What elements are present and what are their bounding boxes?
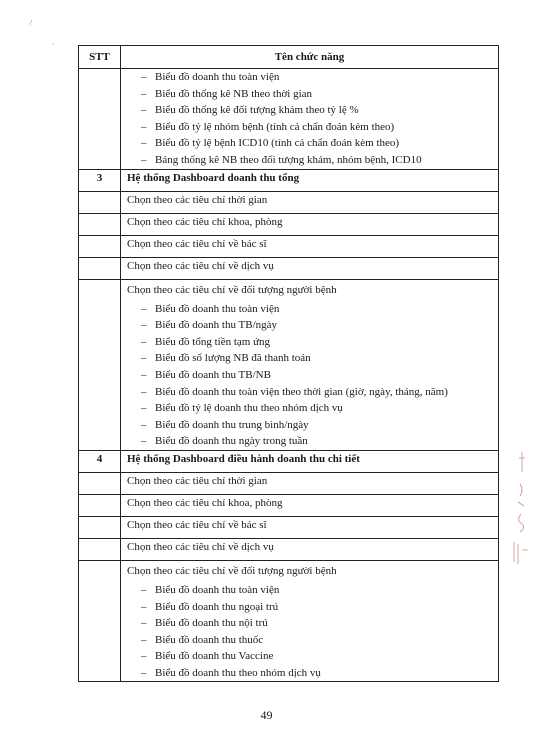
list-item: – Biểu đồ doanh thu nội trú <box>141 615 492 632</box>
list-item: – Biểu đồ doanh thu thuốc <box>141 632 492 649</box>
list-item: – Biểu đồ thống kê đối tượng khám theo tỷ lệ % <box>141 102 492 119</box>
margin-handwriting <box>510 450 532 570</box>
criteria-row <box>79 235 499 257</box>
list-item: – Biểu đồ doanh thu toàn viện theo thời gian (giờ, ngày, tháng, năm) <box>141 384 492 401</box>
section-number: 3 <box>79 169 121 191</box>
criteria-row <box>79 494 499 516</box>
criteria-row <box>79 538 499 560</box>
section-number: 4 <box>79 450 121 472</box>
table-header-row <box>79 46 499 69</box>
criteria-text: Chọn theo các tiêu chí về bác sĩ <box>121 516 499 538</box>
list-item: – Biểu đồ doanh thu theo nhóm dịch vụ <box>141 665 492 682</box>
criteria-row <box>79 472 499 494</box>
header-stt: STT <box>79 46 121 69</box>
list-item: – Biểu đồ doanh thu toàn viện <box>141 582 492 599</box>
list-item: – Biểu đồ tỷ lệ doanh thu theo nhóm dịch vụ <box>141 400 492 417</box>
criteria-with-items-row <box>79 279 499 450</box>
section-item-list <box>127 582 492 682</box>
function-table <box>78 45 499 682</box>
criteria-text: Chọn theo các tiêu chí thời gian <box>121 472 499 494</box>
criteria-text: Chọn theo các tiêu chí về dịch vụ <box>121 257 499 279</box>
section-title: Hệ thống Dashboard điều hành doanh thu chi tiết <box>121 450 499 472</box>
section-title-row <box>79 169 499 191</box>
criteria-text: Chọn theo các tiêu chí khoa, phòng <box>121 213 499 235</box>
section-title-row <box>79 450 499 472</box>
list-item: – Biểu đồ doanh thu trung bình/ngày <box>141 417 492 434</box>
page-number: 49 <box>260 708 273 722</box>
list-item: – Bảng thống kê NB theo đối tượng khám, nhóm bệnh, ICD10 <box>141 152 492 169</box>
criteria-text: Chọn theo các tiêu chí về đối tượng người bệnh <box>127 283 337 296</box>
criteria-text: Chọn theo các tiêu chí về đối tượng người bệnh <box>127 564 337 577</box>
stt-cell-empty <box>79 69 121 170</box>
criteria-row <box>79 213 499 235</box>
list-item: – Biểu đồ doanh thu ngoại trú <box>141 599 492 616</box>
criteria-text: Chọn theo các tiêu chí thời gian <box>121 191 499 213</box>
section-title: Hệ thống Dashboard doanh thu tổng <box>121 169 499 191</box>
list-item: – Biểu đồ doanh thu TB/ngày <box>141 317 492 334</box>
list-item: – Biểu đồ doanh thu toàn viện <box>141 301 492 318</box>
criteria-text: Chọn theo các tiêu chí về bác sĩ <box>121 235 499 257</box>
list-item: – Biểu đồ số lượng NB đã thanh toán <box>141 350 492 367</box>
list-item: – Biểu đồ doanh thu Vaccine <box>141 648 492 665</box>
list-item: – Biểu đồ tỷ lệ nhóm bệnh (tính cả chẩn đoán kèm theo) <box>141 119 492 136</box>
list-item: – Biểu đồ doanh thu toàn viện <box>141 69 492 86</box>
list-item: – Biểu đồ tỷ lệ bệnh ICD10 (tính cả chẩn đoán kèm theo) <box>141 135 492 152</box>
list-item: – Biểu đồ thống kê NB theo thời gian <box>141 86 492 103</box>
criteria-row <box>79 191 499 213</box>
continued-items-row <box>79 69 499 170</box>
continued-item-list <box>127 69 492 169</box>
scan-mark: / <box>30 18 33 27</box>
section-item-list <box>127 301 492 450</box>
list-item: – Biểu đồ tổng tiền tạm ứng <box>141 334 492 351</box>
criteria-row <box>79 516 499 538</box>
scan-dot: · <box>52 40 55 49</box>
header-function-name: Tên chức năng <box>121 46 499 69</box>
criteria-row <box>79 257 499 279</box>
list-item: – Biểu đồ doanh thu TB/NB <box>141 367 492 384</box>
criteria-text: Chọn theo các tiêu chí khoa, phòng <box>121 494 499 516</box>
criteria-text: Chọn theo các tiêu chí về dịch vụ <box>121 538 499 560</box>
criteria-with-items-row <box>79 560 499 682</box>
list-item: – Biểu đồ doanh thu ngày trong tuần <box>141 433 492 450</box>
